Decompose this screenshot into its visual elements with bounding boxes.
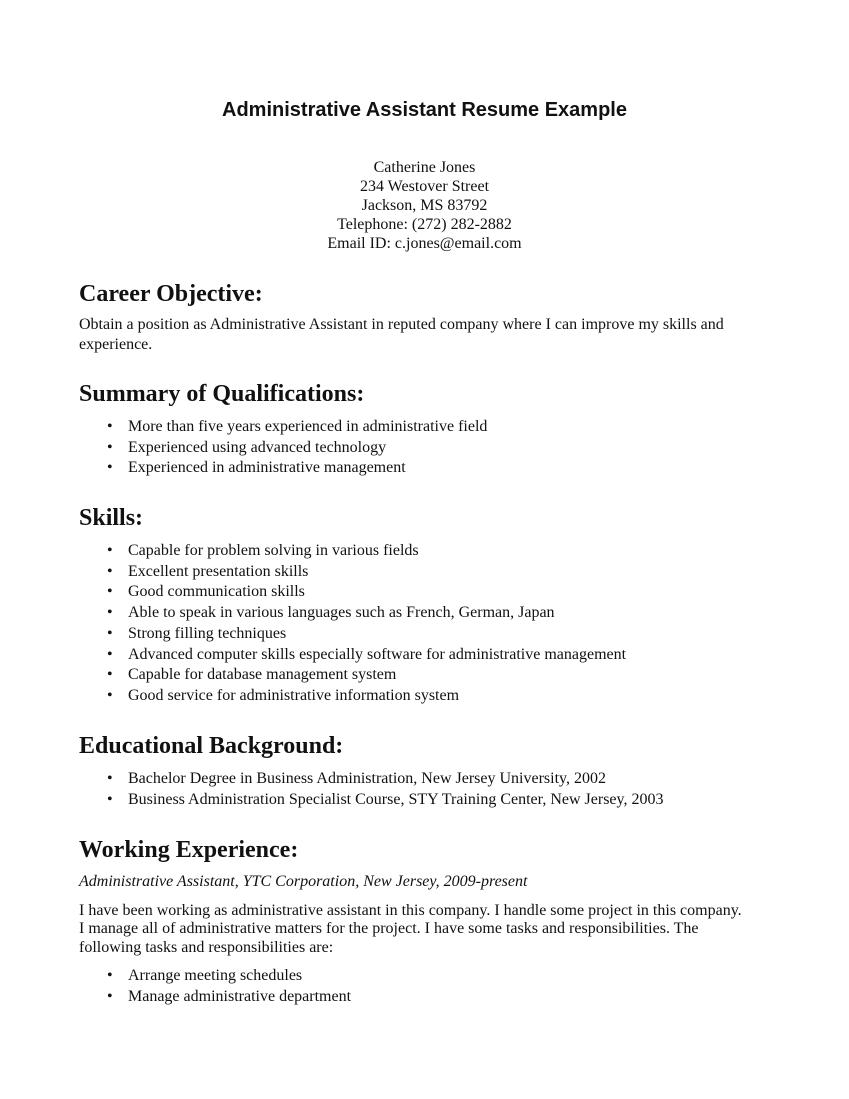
bullet-icon: • [107,770,113,787]
list-item [107,541,419,561]
qualifications-heading: Summary of Qualifications: [79,381,365,407]
bullet-icon: • [107,418,113,435]
list-item-text: Capable for problem solving in various fields [128,542,419,559]
list-item-text: Capable for database management system [128,666,397,684]
list-item-text: Able to speak in various languages such as French, German, Japan [128,604,555,622]
list-item [107,562,308,582]
bullet-icon: • [107,988,113,1005]
list-item [107,966,302,986]
list-item [107,417,487,437]
list-item [107,438,386,458]
list-item-text: Arrange meeting schedules [128,967,303,984]
list-item [107,458,406,478]
list-item [107,769,606,789]
list-item-text: Business Administration Specialist Course, STY Training Center, New Jersey, 2003 [128,791,664,808]
bullet-icon: • [107,624,113,642]
contact-telephone: Telephone: (272) 282-2882 [337,216,512,233]
bullet-icon: • [107,791,113,808]
experience-line: following tasks and responsibilities are: [79,939,334,956]
list-item-text: More than five years experienced in administrative field [128,418,488,435]
bullet-icon: • [107,583,113,601]
bullet-icon: • [107,542,113,559]
skills-heading: Skills: [79,505,144,531]
list-item [107,686,459,706]
bullet-icon: • [107,438,113,456]
list-item [107,987,351,1007]
experience-heading: Working Experience: [79,837,299,863]
experience-line: I have been working as administrative assistant in this company. I handle some project in this company. [79,902,742,919]
career-objective-line: Obtain a position as Administrative Assistant in reputed company where I can improve my skills and [79,316,724,333]
list-item [107,603,555,623]
list-item-text: Manage administrative department [128,988,352,1005]
list-item [107,790,663,810]
contact-email: Email ID: c.jones@email.com [327,235,522,252]
bullet-icon: • [107,562,113,580]
list-item-text: Good service for administrative information system [128,686,460,704]
list-item [107,665,396,685]
experience-position: Administrative Assistant, YTC Corporation, New Jersey, 2009-present [79,873,528,890]
list-item [107,645,626,665]
career-objective-heading: Career Objective: [79,281,263,307]
contact-city: Jackson, MS 83792 [361,197,488,214]
education-heading: Educational Background: [79,733,344,759]
bullet-icon: • [107,604,113,622]
document-title: Administrative Assistant Resume Example [222,99,627,121]
list-item [107,582,305,602]
bullet-icon: • [107,686,113,704]
experience-line: I manage all of administrative matters for the project. I have some tasks and responsibilities. The [79,920,699,937]
career-objective-line: experience. [79,336,153,353]
bullet-icon: • [107,645,113,663]
list-item-text: Advanced computer skills especially software for administrative management [128,645,627,663]
contact-name: Catherine Jones [373,159,476,176]
bullet-icon: • [107,967,113,984]
list-item-text: Bachelor Degree in Business Administration, New Jersey University, 2002 [128,770,606,787]
list-item-text: Good communication skills [128,583,305,601]
list-item-text: Experienced using advanced technology [128,438,387,456]
contact-street: 234 Westover Street [359,178,490,195]
bullet-icon: • [107,459,113,477]
list-item-text: Strong filling techniques [128,624,287,642]
list-item [107,624,286,644]
bullet-icon: • [107,666,113,684]
list-item-text: Excellent presentation skills [128,562,309,580]
list-item-text: Experienced in administrative management [128,459,406,477]
